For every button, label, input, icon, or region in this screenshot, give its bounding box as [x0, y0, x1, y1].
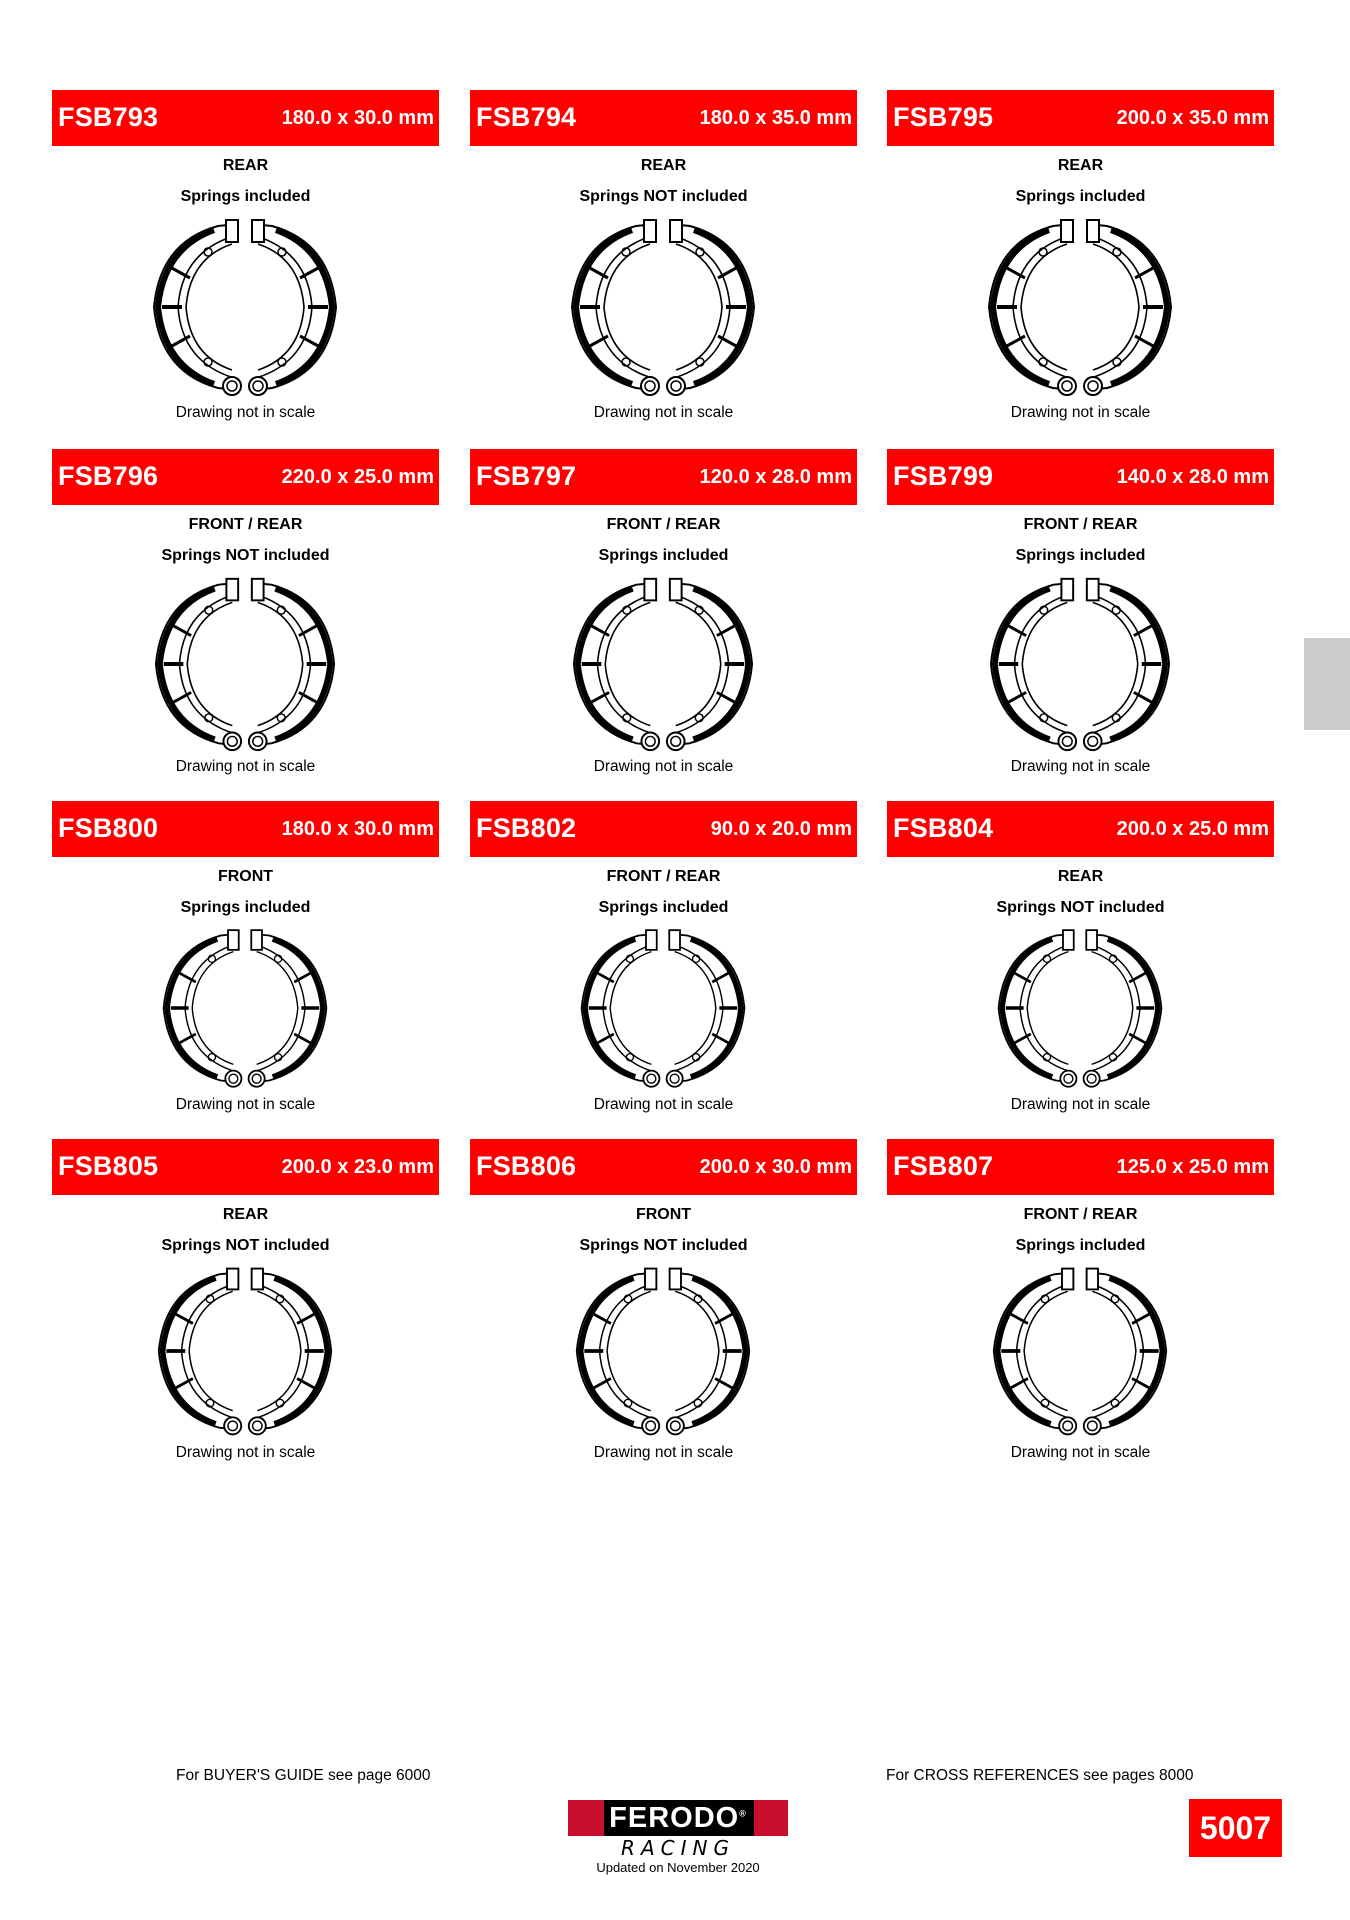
page-number-badge: 5007: [1189, 1799, 1282, 1857]
drawing-caption: Drawing not in scale: [593, 758, 734, 775]
drawing-caption: Drawing not in scale: [175, 758, 316, 775]
product-springs: Springs NOT included: [161, 547, 330, 564]
product-size: 200.0 x 35.0 mm: [1116, 107, 1269, 129]
drawing-caption: Drawing not in scale: [593, 404, 734, 421]
brake-shoe-icon: [558, 923, 768, 1093]
product-code: FSB799: [893, 461, 994, 491]
product-size: 200.0 x 30.0 mm: [699, 1156, 852, 1178]
product-code: FSB793: [58, 102, 159, 132]
product-code: FSB800: [58, 813, 159, 843]
product-position: REAR: [222, 157, 269, 174]
product-header-bar: [887, 449, 1274, 505]
drawing-caption: Drawing not in scale: [593, 1444, 734, 1461]
product-code: FSB802: [476, 813, 577, 843]
brake-shoe-icon: [558, 571, 768, 757]
brake-shoe-drawing: [558, 571, 768, 757]
product-header-bar: [887, 1139, 1274, 1195]
brake-shoe-drawing: [975, 1261, 1185, 1441]
registered-mark-icon: ®: [739, 1808, 747, 1819]
buyers-guide-note: For BUYER'S GUIDE see page 6000: [176, 1767, 431, 1784]
product-position: FRONT / REAR: [1023, 516, 1138, 533]
brake-shoe-drawing: [975, 923, 1185, 1093]
product-header-bar: [470, 90, 857, 146]
product-header-bar: [470, 449, 857, 505]
brand-subtitle: RACING: [621, 1836, 735, 1860]
product-springs: Springs included: [1015, 188, 1146, 205]
brake-shoe-drawing: [558, 212, 768, 402]
product-header-bar: [52, 801, 439, 857]
product-code: FSB805: [58, 1151, 159, 1181]
drawing-caption: Drawing not in scale: [175, 1444, 316, 1461]
product-springs: Springs included: [1015, 1237, 1146, 1254]
product-size: 200.0 x 25.0 mm: [1116, 818, 1269, 840]
product-size: 180.0 x 30.0 mm: [281, 107, 434, 129]
product-size: 220.0 x 25.0 mm: [281, 466, 434, 488]
product-size: 180.0 x 30.0 mm: [281, 818, 434, 840]
brake-shoe-drawing: [140, 212, 350, 402]
product-springs: Springs included: [598, 899, 729, 916]
brake-shoe-icon: [140, 923, 350, 1093]
product-springs: Springs NOT included: [579, 1237, 748, 1254]
product-header-bar: [887, 801, 1274, 857]
product-code: FSB797: [476, 461, 577, 491]
product-header-bar: [470, 801, 857, 857]
product-position: REAR: [222, 1206, 269, 1223]
product-position: FRONT / REAR: [606, 868, 721, 885]
product-size: 180.0 x 35.0 mm: [699, 107, 852, 129]
brake-shoe-drawing: [975, 571, 1185, 757]
product-code: FSB794: [476, 102, 577, 132]
cross-references-note: For CROSS REFERENCES see pages 8000: [886, 1767, 1194, 1784]
drawing-caption: Drawing not in scale: [175, 1096, 316, 1113]
product-springs: Springs included: [598, 547, 729, 564]
brake-shoe-drawing: [558, 923, 768, 1093]
drawing-caption: Drawing not in scale: [175, 404, 316, 421]
product-springs: Springs included: [180, 899, 311, 916]
product-position: REAR: [1057, 157, 1104, 174]
product-code: FSB796: [58, 461, 159, 491]
brake-shoe-icon: [558, 1261, 768, 1441]
brake-shoe-icon: [975, 1261, 1185, 1441]
product-position: FRONT / REAR: [606, 516, 721, 533]
brake-shoe-icon: [975, 923, 1185, 1093]
brake-shoe-icon: [140, 1261, 350, 1441]
drawing-caption: Drawing not in scale: [1010, 1096, 1151, 1113]
product-code: FSB807: [893, 1151, 994, 1181]
brake-shoe-drawing: [558, 1261, 768, 1441]
product-size: 120.0 x 28.0 mm: [699, 466, 852, 488]
section-side-tab: [1304, 638, 1350, 730]
updated-date: Updated on November 2020: [596, 1860, 760, 1875]
logo-wordmark: [568, 1802, 788, 1835]
drawing-caption: Drawing not in scale: [1010, 404, 1151, 421]
product-header-bar: [52, 449, 439, 505]
product-springs: Springs included: [1015, 547, 1146, 564]
product-position: FRONT: [217, 868, 274, 885]
product-springs: Springs NOT included: [161, 1237, 330, 1254]
product-position: FRONT: [635, 1206, 692, 1223]
brake-shoe-drawing: [140, 923, 350, 1093]
product-size: 125.0 x 25.0 mm: [1116, 1156, 1269, 1178]
ferodo-logo: [568, 1800, 788, 1836]
brake-shoe-drawing: [140, 1261, 350, 1441]
product-springs: Springs included: [180, 188, 311, 205]
brake-shoe-icon: [558, 212, 768, 402]
brake-shoe-icon: [975, 212, 1185, 402]
product-position: FRONT / REAR: [188, 516, 303, 533]
product-size: 140.0 x 28.0 mm: [1116, 466, 1269, 488]
product-springs: Springs NOT included: [579, 188, 748, 205]
brand-name: FERODO: [609, 1802, 740, 1834]
brake-shoe-icon: [975, 571, 1185, 757]
product-code: FSB806: [476, 1151, 577, 1181]
drawing-caption: Drawing not in scale: [1010, 1444, 1151, 1461]
brake-shoe-drawing: [975, 212, 1185, 402]
brake-shoe-icon: [140, 212, 350, 402]
product-header-bar: [470, 1139, 857, 1195]
product-code: FSB804: [893, 813, 994, 843]
brake-shoe-drawing: [140, 571, 350, 757]
drawing-caption: Drawing not in scale: [1010, 758, 1151, 775]
drawing-caption: Drawing not in scale: [593, 1096, 734, 1113]
brake-shoe-icon: [140, 571, 350, 757]
product-position: REAR: [1057, 868, 1104, 885]
product-code: FSB795: [893, 102, 994, 132]
product-header-bar: [52, 90, 439, 146]
product-header-bar: [887, 90, 1274, 146]
product-position: FRONT / REAR: [1023, 1206, 1138, 1223]
product-position: REAR: [640, 157, 687, 174]
product-header-bar: [52, 1139, 439, 1195]
product-springs: Springs NOT included: [996, 899, 1165, 916]
product-size: 90.0 x 20.0 mm: [710, 818, 852, 840]
product-size: 200.0 x 23.0 mm: [281, 1156, 434, 1178]
